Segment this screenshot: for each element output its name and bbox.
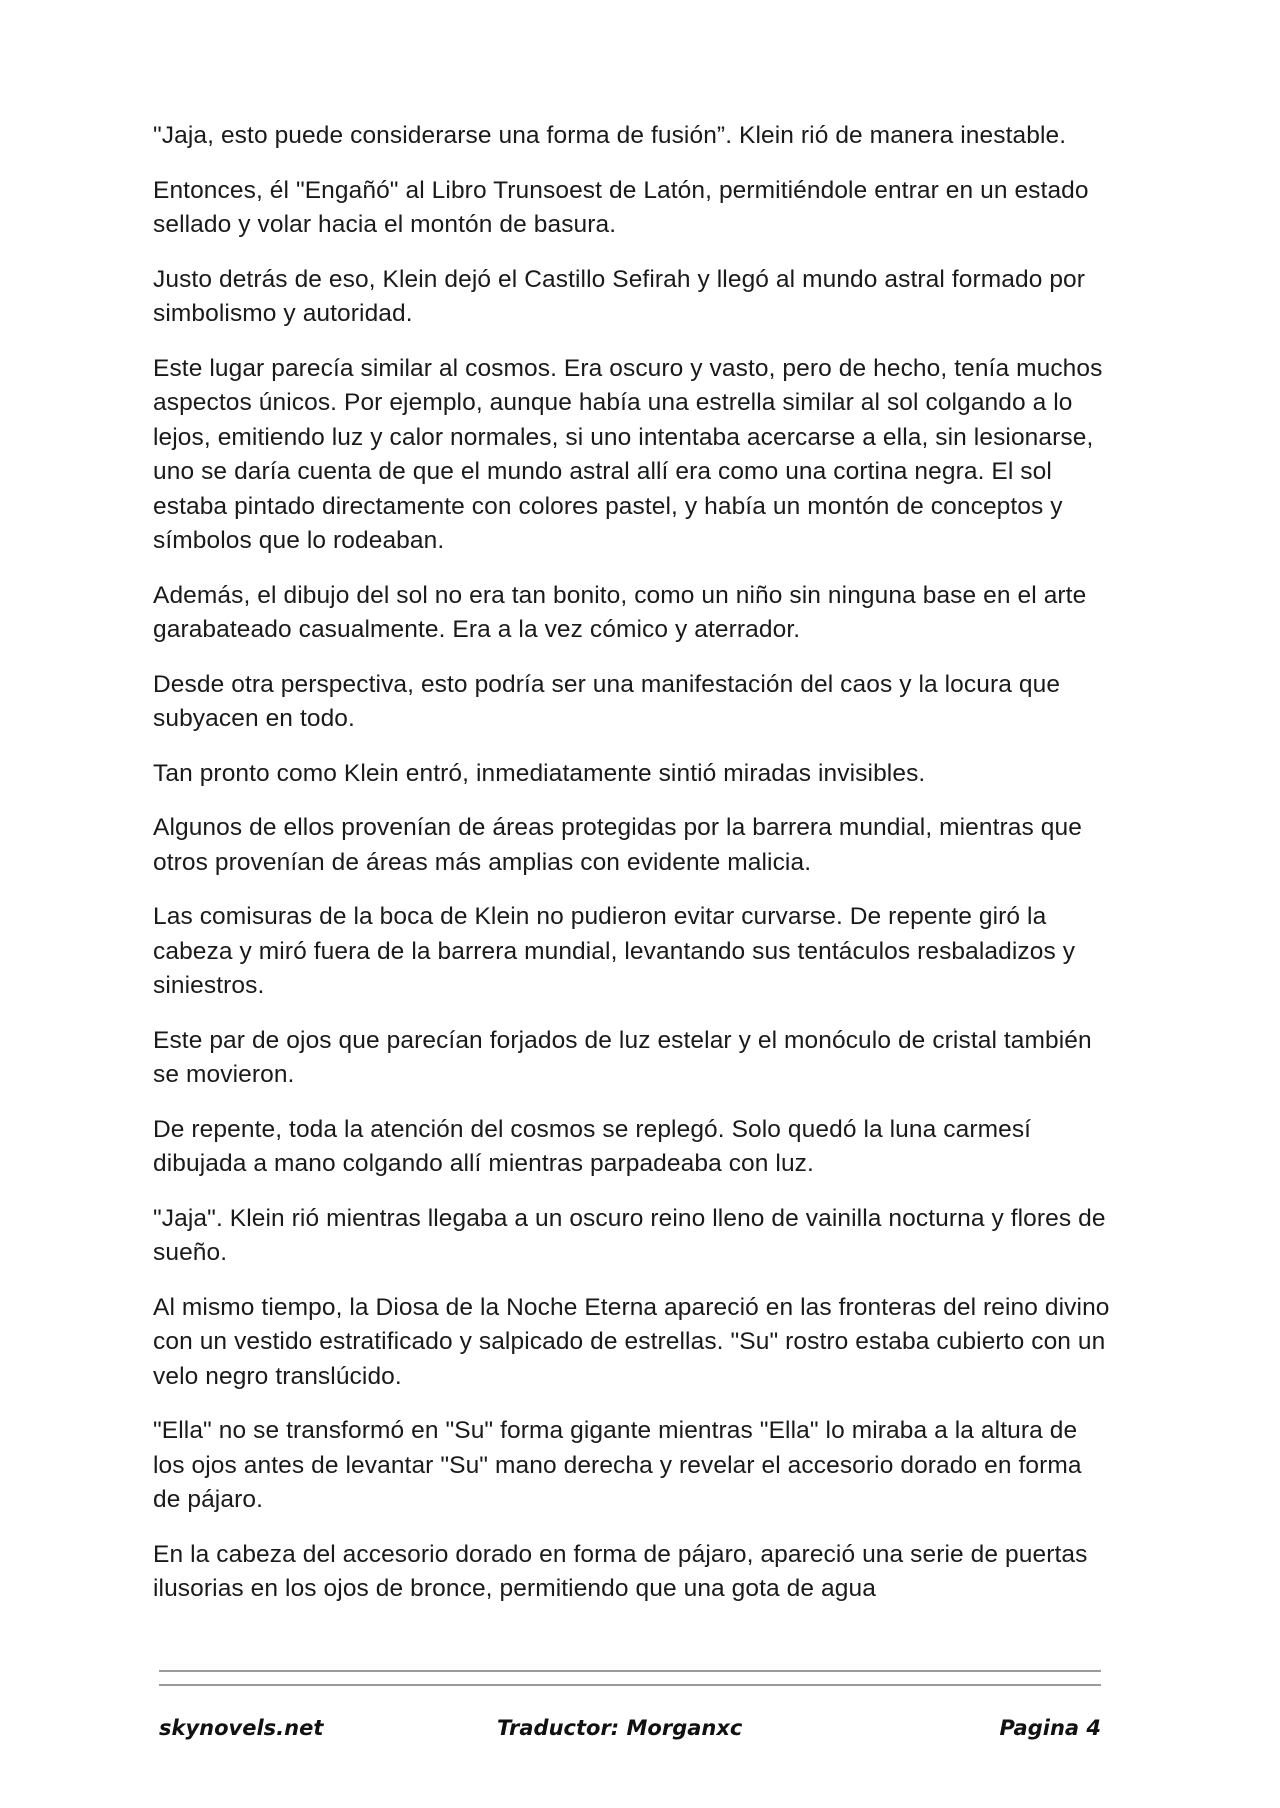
paragraph: Además, el dibujo del sol no era tan bonito, como un niño sin ninguna base en el arte garabateado casualmente. Era a la vez cómico y aterrador. [153,581,1087,643]
paragraph: Entonces, él "Engañó" al Libro Trunsoest de Latón, permitiéndole entrar en un estado sellado y volar hacia el montón de basura. [153,176,1089,238]
footer-divider-top [159,1670,1101,1672]
paragraph: "Ella" no se transformó en "Su" forma gigante mientras "Ella" lo miraba a la altura de los ojos antes de levantar "Su" mano derecha y revelar el accesorio dorado en forma de pájaro. [153,1417,1082,1513]
paragraph: Tan pronto como Klein entró, inmediatamente sintió miradas invisibles. [153,759,926,787]
footer-page-number: Pagina 4 [999,1716,1101,1740]
paragraph: Este lugar parecía similar al cosmos. Era oscuro y vasto, pero de hecho, tenía muchos aspectos únicos. Por ejemplo, aunque había una estrella similar al sol colgando a lo lejos, emitiendo luz y calor normales, si uno intentaba acercarse a ella, sin lesionarse, uno se daría cuenta de que el mundo astral allí era como una cortina negra. El sol estaba pintado directamente con colores pastel, y había un montón de conceptos y símbolos que lo rodeaban. [153,354,1103,554]
footer-translator: Traductor: Morganxc [497,1716,743,1740]
paragraph: En la cabeza del accesorio dorado en forma de pájaro, apareció una serie de puertas ilusorias en los ojos de bronce, permitiendo que una gota de agua [153,1540,1088,1602]
page-footer [159,1716,1101,1750]
paragraph: Desde otra perspectiva, esto podría ser una manifestación del caos y la locura que subyacen en todo. [153,670,1061,732]
footer-divider-bottom [159,1684,1101,1686]
paragraph: "Jaja". Klein rió mientras llegaba a un oscuro reino lleno de vainilla nocturna y flores de sueño. [153,1204,1106,1266]
page-body [153,119,1113,1627]
paragraph: Las comisuras de la boca de Klein no pudieron evitar curvarse. De repente giró la cabeza y miró fuera de la barrera mundial, levantando sus tentáculos resbaladizos y siniestros. [153,903,1076,999]
paragraph: Justo detrás de eso, Klein dejó el Castillo Sefirah y llegó al mundo astral formado por simbolismo y autoridad. [153,265,1086,327]
paragraph: Algunos de ellos provenían de áreas protegidas por la barrera mundial, mientras que otros provenían de áreas más amplias con evidente malicia. [153,814,1082,876]
paragraph: Este par de ojos que parecían forjados de luz estelar y el monóculo de cristal también se movieron. [153,1026,1092,1088]
paragraph: De repente, toda la atención del cosmos se replegó. Solo quedó la luna carmesí dibujada a mano colgando allí mientras parpadeaba con luz. [153,1115,1032,1177]
paragraph: "Jaja, esto puede considerarse una forma de fusión”. Klein rió de manera inestable. [153,122,1067,149]
paragraph: Al mismo tiempo, la Diosa de la Noche Eterna apareció en las fronteras del reino divino con un vestido estratificado y salpicado de estrellas. "Su" rostro estaba cubierto con un velo negro translúcido. [153,1293,1110,1390]
footer-site: skynovels.net [159,1716,324,1740]
